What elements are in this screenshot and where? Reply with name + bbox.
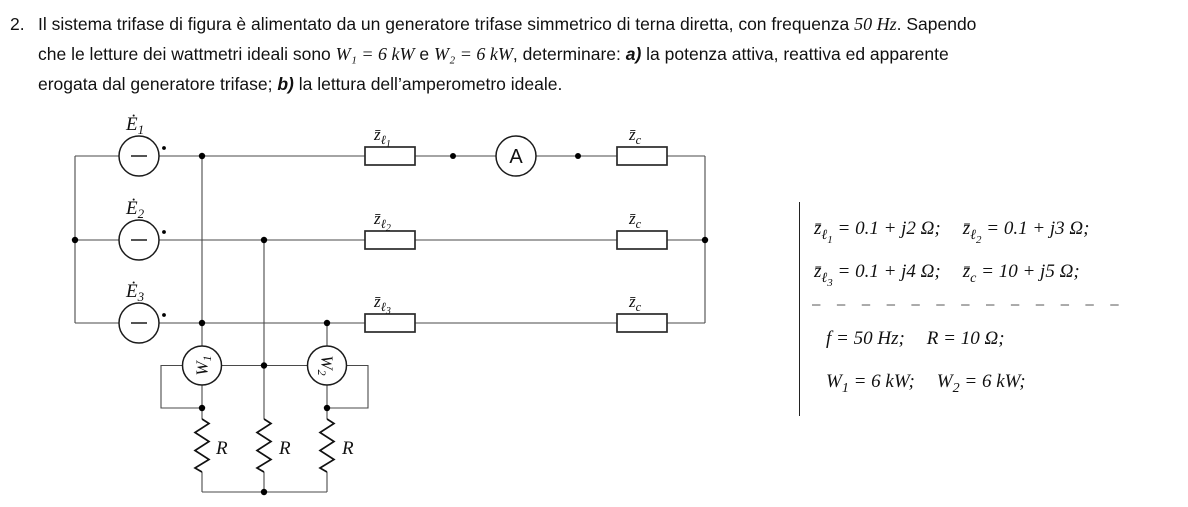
ammeter-symbol bbox=[496, 136, 536, 176]
label-zc1: $z̄_c$ bbox=[629, 125, 642, 147]
wattmeter-w2-label: $W_2$ bbox=[315, 355, 337, 376]
equation-zl1: $z̄_{\ell_1} = 0.1 + j2$ Ω; bbox=[814, 218, 941, 246]
label-zl2: $z̄_\ell 2$ bbox=[374, 209, 391, 234]
label-zl3: $z̄_\ell 3$ bbox=[374, 292, 391, 317]
wattmeter-w1-label: $W_1$ bbox=[192, 355, 214, 376]
wattmeter-w1-symbol bbox=[183, 346, 222, 385]
equation-w2: $W_2 = 6$ kW; bbox=[936, 371, 1026, 396]
label-e2: $Ė_2$ bbox=[126, 198, 145, 221]
polarity-dots bbox=[162, 146, 166, 317]
resistor-r2-symbol bbox=[257, 419, 271, 472]
panel-row-impedances-2 bbox=[814, 257, 1187, 289]
panel-row-frequency-resistance bbox=[826, 324, 1187, 353]
panel-row-wattmeter-readings bbox=[826, 367, 1187, 396]
generator-e1-symbol bbox=[119, 136, 159, 176]
equation-frequency: f = 50 Hz; bbox=[826, 328, 905, 349]
ammeter-label: A bbox=[509, 146, 523, 168]
line2-text: che le letture dei wattmetri ideali sono W₁ = 6 kW e W₂ = 6 kW, determinare: a) la potenza attiva, reattiva ed apparente bbox=[38, 44, 949, 64]
label-e3: $Ė_3$ bbox=[126, 281, 145, 304]
label-e1: $Ė_1$ bbox=[126, 114, 145, 137]
generator-e3-symbol bbox=[119, 303, 159, 343]
problem-number: 2. bbox=[10, 14, 25, 34]
panel-row-impedances-1 bbox=[814, 214, 1187, 246]
line1-text: Il sistema trifase di figura è alimentato da un generatore trifase simmetrico di terna diretta, con frequenza 50 Hz. Sapendo bbox=[38, 14, 977, 34]
resistor-r1-symbol bbox=[195, 419, 209, 472]
given-data-panel bbox=[799, 202, 1187, 416]
panel-separator: — — — — — — — — — — — — — bbox=[812, 297, 1123, 313]
impedance-zc3-box bbox=[617, 314, 667, 332]
label-r3: R bbox=[342, 438, 354, 459]
label-zl1: $z̄_\ell 1$ bbox=[374, 125, 391, 150]
impedance-zc2-box bbox=[617, 231, 667, 249]
equation-zl2: $z̄_{\ell_2} = 0.1 + j3$ Ω; bbox=[962, 218, 1090, 246]
label-zc2: $z̄_c$ bbox=[629, 209, 642, 231]
line3-text: erogata dal generatore trifase; b) la lettura dell’amperometro ideale. bbox=[38, 74, 563, 94]
equation-zl3: $z̄_{\ell_3} = 0.1 + j4$ Ω; bbox=[814, 261, 941, 289]
label-r1: R bbox=[216, 438, 228, 459]
equation-zc: $z̄_c = 10 + j5$ Ω; bbox=[962, 261, 1080, 286]
resistor-r3-symbol bbox=[320, 419, 334, 472]
wattmeter-w2-symbol bbox=[308, 346, 347, 385]
label-zc3: $z̄_c$ bbox=[629, 292, 642, 314]
equation-resistance: R = 10 Ω; bbox=[926, 328, 1005, 349]
impedance-zc1-box bbox=[617, 147, 667, 165]
generator-e2-symbol bbox=[119, 220, 159, 260]
label-r2: R bbox=[279, 438, 291, 459]
equation-w1: $W_1 = 6$ kW; bbox=[826, 371, 915, 396]
